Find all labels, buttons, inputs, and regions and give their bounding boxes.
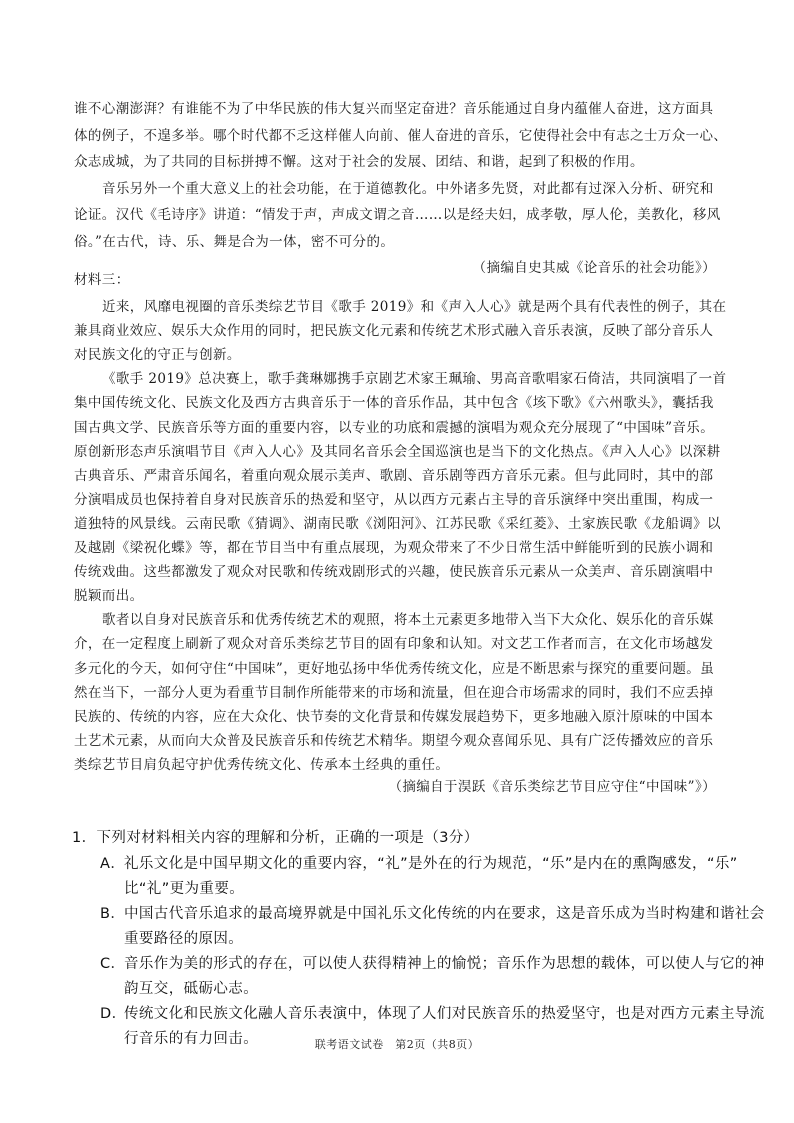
question-stem: 1．下列对材料相关内容的理解和分析，正确的一项是（3分） — [72, 830, 479, 846]
option-text: 传统文化和民族文化融人音乐表演中，体现了人们对民族音乐的热爱坚守，也是对西方元素主导流 — [124, 1006, 765, 1022]
passage-line: 民族的、传统的内容，应在大众化、快节奏的文化背景和传媒发展趋势下，更多地融入原汁原味的中国本 — [74, 709, 714, 725]
passage-line: 类综艺节目肩负起守护优秀传统文化、传承本土经典的重任。 — [74, 757, 450, 773]
passage-line: 音乐另外一个重大意义上的社会功能，在于道德教化。中外诸多先贤，对此都有过深入分析、研究和 — [102, 181, 714, 197]
passage-line: 《歌手 2019》总决赛上，歌手龚琳娜携手京剧艺术家王珮瑜、男高音歌唱家石倚洁，共同演唱了一首 — [102, 371, 727, 387]
passage-line: 道独特的风景线。云南民歌《猜调》、湖南民歌《浏阳河》、江苏民歌《采红菱》、土家族民歌《龙船调》以 — [74, 516, 721, 532]
passage-line: 传统戏曲。这些都激发了观众对民歌和传统戏剧形式的兴趣，使民族音乐元素从一众美声、音乐剧演唱中 — [74, 564, 714, 580]
passage-line: 原创新形态声乐演唱节目《声入人心》及其同名音乐会全国巡演也是当下的文化热点。《声入人心》以深耕 — [74, 444, 721, 460]
option-text: 重要路径的原因。 — [124, 931, 244, 947]
option-text: 中国古代音乐追求的最高境界就是中国礼乐文化传统的内在要求，这是音乐成为当时构建和谐社会 — [124, 906, 765, 922]
passage-line: 众志成城，为了共同的目标拼搏不懈。这对于社会的发展、团结、和谐，起到了积极的作用。 — [74, 154, 644, 170]
option-label: D． — [100, 1006, 127, 1022]
passage-line: 多元化的今天，如何守住“中国味”，更好地弘扬中华优秀传统文化，应是不断思索与探究的重要问题。虽 — [74, 661, 715, 677]
passage-line: 分演唱成员也保持着自身对民族音乐的热爱和坚守，从以西方元素占主导的音乐演绎中突出重围，构成一 — [74, 492, 714, 508]
option-text: 韵互交，砥砺心志。 — [124, 981, 259, 997]
passage-line: 兼具商业效应、娱乐大众作用的同时，把民族文化元素和传统艺术形式融入音乐表演，反映了部分音乐人 — [74, 323, 714, 339]
option-text: 礼乐文化是中国早期文化的重要内容，“礼”是外在的行为规范，“乐”是内在的熏陶感发，“乐” — [124, 856, 738, 872]
passage-line: 集中国传统文化、民族文化及西方古典音乐于一体的音乐作品，其中包含《垓下歌》《六州歌头》，囊括我 — [74, 395, 714, 411]
passage-line: 土艺术元素，从而向大众普及民族音乐和传统艺术精华。期望今观众喜闻乐见、具有广泛传播效应的音乐 — [74, 733, 714, 749]
passage-line: 及越剧《梁祝化蝶》等，都在节目当中有重点展现，为观众带来了不少日常生活中鲜能听到的民族小调和 — [74, 540, 714, 556]
passage-line: 歌者以自身对民族音乐和优秀传统艺术的观照，将本土元素更多地带入当下大众化、娱乐化的音乐媒 — [102, 612, 714, 628]
option-text: 音乐作为美的形式的存在，可以使人获得精神上的愉悦；音乐作为思想的载体，可以使人与它的神 — [124, 956, 765, 972]
option-text: 比“礼”更为重要。 — [124, 881, 245, 897]
passage-line: 古典音乐、严肃音乐闻名，着重向观众展示美声、歌剧、音乐剧等西方音乐元素。但与此同时，其中的部 — [74, 468, 714, 484]
passage-source: （摘编自史其威《论音乐的社会功能》） — [472, 260, 716, 276]
material-heading: 材料三： — [74, 272, 130, 288]
passage-line: 论证。汉代《毛诗序》讲道：“情发于声，声成文谓之音……以是经夫妇，成孝敬，厚人伦，美教化，移风 — [74, 207, 721, 223]
passage-line: 国古典文学、民族音乐等方面的重要内容，以专业的功底和震撼的演唱为观众充分展现了“中国味”音乐。 — [74, 420, 715, 436]
passage-line: 俗。”在古代，诗、乐、舞是合为一体，密不可分的。 — [74, 234, 395, 250]
passage-line: 谁不心潮澎湃？有谁能不为了中华民族的伟大复兴而坚定奋进？音乐能通过自身内蕴催人奋进，这方面具 — [74, 101, 714, 117]
option-text: 行音乐的有力回击。 — [124, 1031, 259, 1047]
passage-line: 然在当下，一部分人更为看重节目制作所能带来的市场和流量，但在迎合市场需求的同时，我们不应丢掉 — [74, 685, 714, 701]
option-label: A． — [100, 856, 126, 872]
passage-line: 对民族文化的守正与创新。 — [74, 347, 241, 363]
passage-line: 脱颖而出。 — [74, 588, 144, 604]
passage-line: 体的例子，不遑多举。哪个时代都不乏这样催人向前、催人奋进的音乐，它使得社会中有志之士万众一心、 — [74, 128, 728, 144]
option-label: B． — [100, 906, 126, 922]
page-footer: 联考语文试卷 第2页（共8页） — [314, 1038, 480, 1051]
passage-line: 近来，风靡电视圈的音乐类综艺节目《歌手 2019》和《声入人心》就是两个具有代表性的例子，其在 — [102, 299, 727, 315]
option-label: C． — [100, 956, 126, 972]
passage-source: （摘编自于淏跃《音乐类综艺节目应守住“中国味”》） — [388, 779, 716, 795]
passage-line: 介，在一定程度上刷新了观众对音乐类综艺节目的固有印象和认知。对文艺工作者而言，在文化市场越发 — [74, 636, 714, 652]
